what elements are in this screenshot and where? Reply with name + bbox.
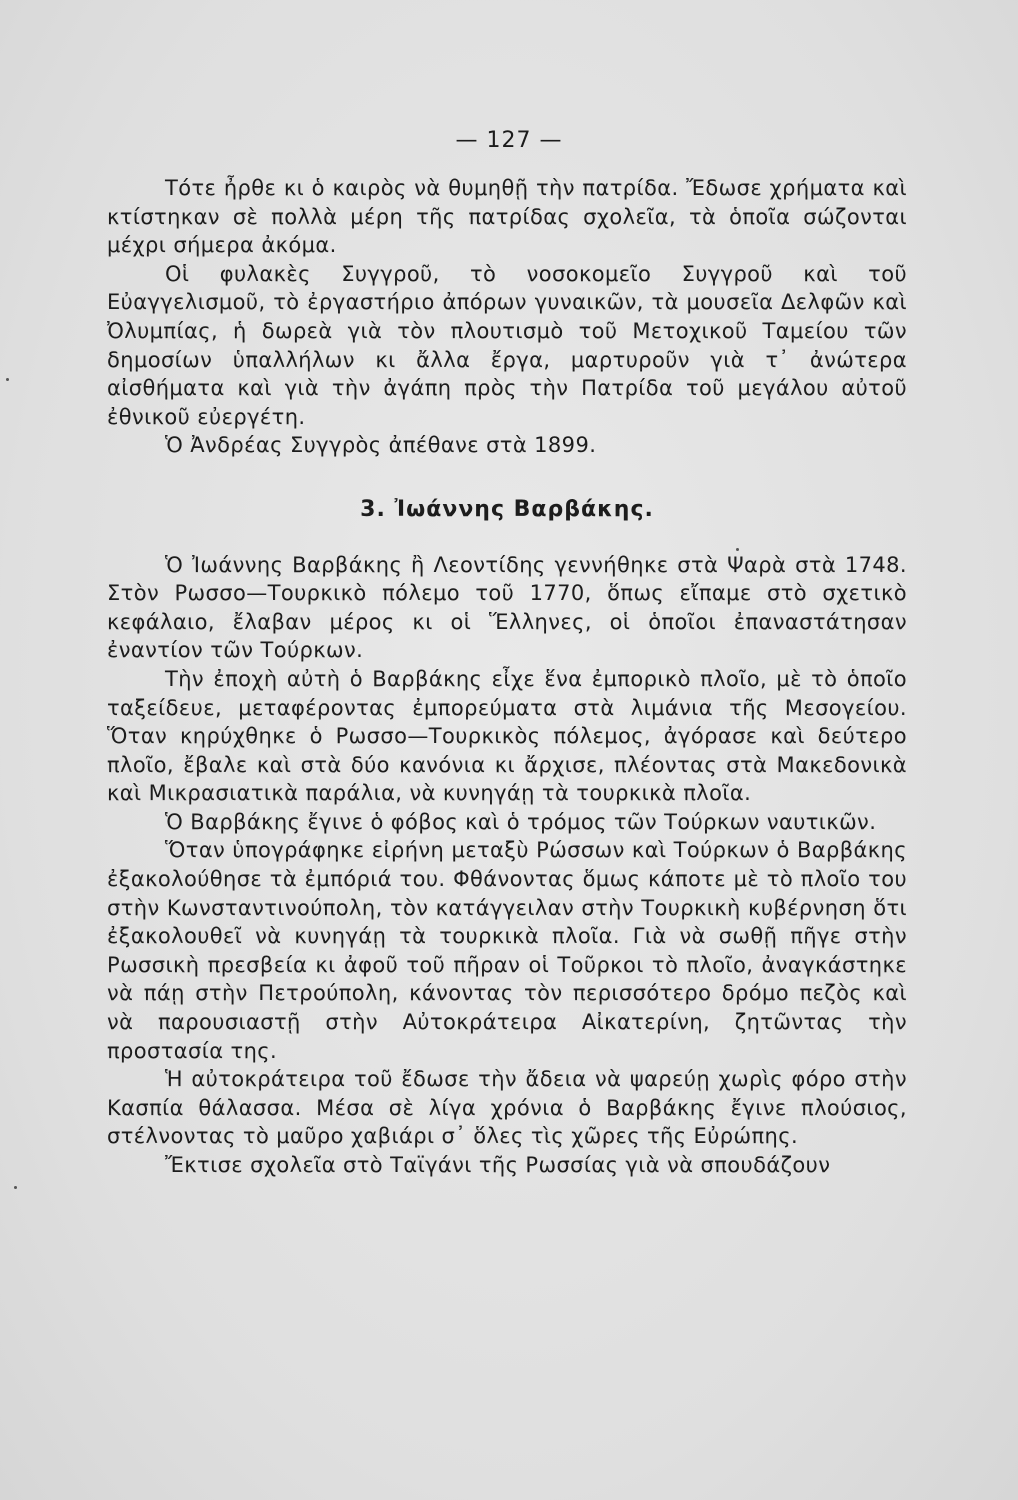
paragraph: Ἔκτισε σχολεῖα στὸ Ταϊγάνι τῆς Ρωσσίας γιὰ νὰ σπουδάζουν bbox=[165, 1153, 831, 1177]
scan-speck bbox=[6, 378, 9, 381]
paragraph: Ὁ Βαρβάκης ἔγινε ὁ φόβος καὶ ὁ τρόμος τῶν Τούρκων ναυτικῶν. bbox=[165, 809, 877, 834]
paragraph: Τὴν ἐποχὴ αὐτὴ ὁ Βαρβάκης εἶχε ἕνα ἐμπορικὸ πλοῖο, μὲ τὸ ὁποῖο ταξείδευε, μεταφέροντας ἐμπορεύματα στὰ λιμάνια τῆς Μεσογείου. Ὅταν κηρύχθηκε ὁ Ρωσσο—Τουρκικὸς πόλεμος, ἀγόρασε καὶ δεύτερο πλοῖο, ἔβαλε καὶ στὰ δύο κανόνια κι ἄρχισε, πλέοντας στὰ Μακεδονικὰ καὶ Μικρασιατικὰ παράλια, νὰ κυνηγάῃ τὰ τουρκικὰ πλοῖα. bbox=[107, 666, 907, 806]
paragraph: Οἱ φυλακὲς Συγγροῦ, τὸ νοσοκομεῖο Συγγροῦ καὶ τοῦ Εὐαγγελισμοῦ, τὸ ἐργαστήριο ἀπόρων γυναικῶν, τὰ μουσεῖα Δελφῶν καὶ Ὀλυμπίας, ἡ δωρεὰ γιὰ τὸν πλουτισμὸ τοῦ Μετοχικοῦ Ταμείου τῶν δημοσίων ὑπαλλήλων κι ἄλλα ἔργα, μαρτυροῦν γιὰ τ᾽ ἀνώτερα αἰσθήματα καὶ γιὰ τὴν ἀγάπη πρὸς τὴν Πατρίδα τοῦ μεγάλου αὐτοῦ ἐθνικοῦ εὐεργέτη. bbox=[107, 261, 907, 429]
paragraph: Τότε ἦρθε κι ὁ καιρὸς νὰ θυμηθῇ τὴν πατρίδα. Ἔδωσε χρήματα καὶ κτίστηκαν σὲ πολλὰ μέρη τῆς πατρίδας σχολεῖα, τὰ ὁποῖα σώζονται μέχρι σήμερα ἀκόμα. bbox=[107, 176, 907, 258]
paragraph: Ὁ Ἰωάννης Βαρβάκης ἢ Λεοντίδης γεννήθηκε στὰ Ψαρὰ στὰ 1748. Στὸν Ρωσσο—Τουρκικὸ πόλεμο τοῦ 1770, ὅπως εἴπαμε στὸ σχετικὸ κεφάλαιο, ἔλαβαν μέρος κι οἱ Ἕλληνες, οἱ ὁποῖοι ἐπαναστάτησαν ἐναντίον τῶν Τούρκων. bbox=[107, 552, 907, 663]
section-heading: 3. Ἰωάννης Βαρβάκης. bbox=[360, 496, 654, 522]
paragraph: Ὅταν ὑπογράφηκε εἰρήνη μεταξὺ Ρώσσων καὶ Τούρκων ὁ Βαρβάκης ἐξακολούθησε τὰ ἐμπόριά του. Φθάνοντας ὅμως κάποτε μὲ τὸ πλοῖο του στὴν Κωνσταντινούπολη, τὸν κατάγγειλαν στὴν Τουρκικὴ κυβέρνηση ὅτι ἐξακολουθεῖ νὰ κυνηγάῃ τὰ τουρκικὰ πλοῖα. Γιὰ νὰ σωθῇ πῆγε στὴν Ρωσσικὴ πρεσβεία κι ἀφοῦ τοῦ πῆραν οἱ Τοῦρκοι τὸ πλοῖο, ἀναγκάστηκε νὰ πάῃ στὴν Πετρούπολη, κάνοντας τὸν περισσότερο δρόμο πεζὸς καὶ νὰ παρουσιαστῇ στὴν Αὐτοκράτειρα Αἰκατερίνη, ζητῶντας τὴν προστασία της. bbox=[107, 838, 907, 1063]
page-number: — 127 — bbox=[455, 128, 563, 153]
scan-speck bbox=[14, 1186, 17, 1189]
scan-speck bbox=[736, 548, 739, 551]
paragraph: Ἡ αὐτοκράτειρα τοῦ ἔδωσε τὴν ἄδεια νὰ ψαρεύῃ χωρὶς φόρο στὴν Κασπία θάλασσα. Μέσα σὲ λίγα χρόνια ὁ Βαρβάκης ἔγινε πλούσιος, στέλνοντας τὸ μαῦρο χαβιάρι σ᾽ ὅλες τὶς χῶρες τῆς Εὐρώπης. bbox=[107, 1067, 907, 1149]
body-text bbox=[107, 174, 907, 1180]
paragraph: Ὁ Ἀνδρέας Συγγρὸς ἀπέθανε στὰ 1899. bbox=[165, 433, 597, 458]
